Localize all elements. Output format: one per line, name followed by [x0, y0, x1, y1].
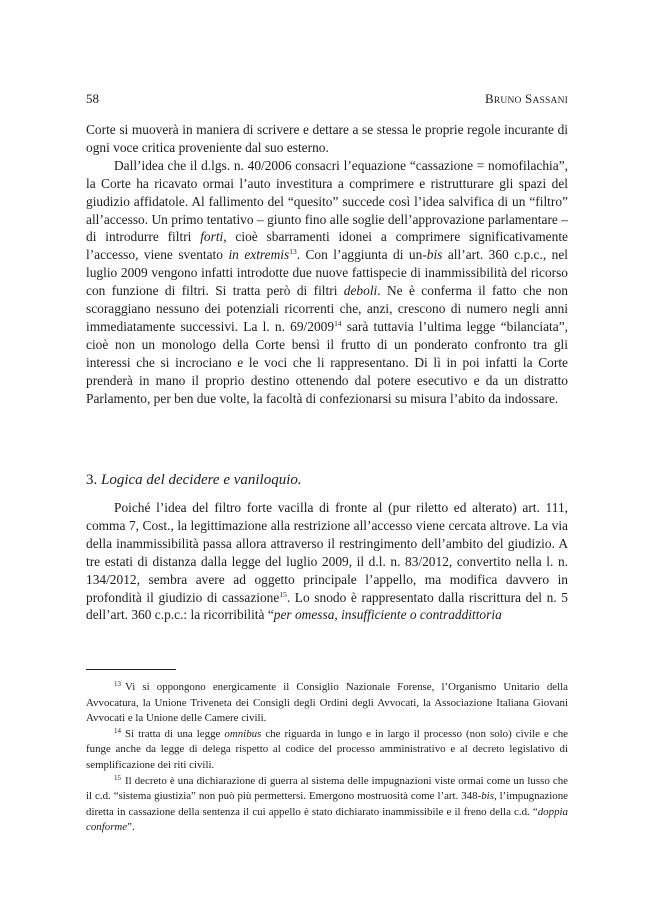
text-run: . Ne è conferma il fatto che non scoraggiano nessuno dei potenziali ricorrenti che, anzi, crescono di numero negli anni immediatamente successivi. La l. n. 69/2009	[86, 283, 568, 334]
text-run: sarà tuttavia l’ultima legge “bilanciata”, cioè non un monologo della Corte bensì il frutto di un ponderato confronto tra gli interessi che si incrociano e le voci che li rappresentano. Di lì in poi infatti la Corte prenderà in mano il proprio destino ottenendo dal potere esecutivo e da un distratto Parlamento, per ben due volte, la facoltà di confezionarsi su misura l’abito da indossare.	[86, 318, 568, 406]
italic-run: deboli	[343, 283, 378, 299]
section-title: Logica del decidere e vaniloquio.	[101, 472, 302, 488]
italic-run: omnibus	[224, 727, 262, 740]
author-initial: B	[485, 91, 494, 106]
footnote-ref-15[interactable]: 15	[279, 589, 287, 599]
body-paragraph-2	[86, 157, 568, 408]
text-run: . Lo snodo è rappresentato dalla riscrittura del n. 5 dell’art. 360 c.p.c.: la ricorribilità “	[86, 589, 568, 623]
body-paragraph-1	[86, 121, 568, 157]
italic-run: in extremis	[228, 247, 290, 263]
footnote-15	[86, 774, 568, 836]
text-run: Poiché l’idea del filtro forte vacilla di fronte al (pur riletto ed alterato) art. 111, comma 7, Cost., la legittimazione alla restrizione all’accesso viene cercata altrove. La via della inammissibilità passa allora attraverso il restringimento dell’ambito del giudizio. A tre estati di distanza dalla legge del luglio 2009, il d.l. n. 83/2012, convertito nella l. n. 134/2012, sembra avere ad oggetto principale l’appello, ma modifica davvero in profondità il giudizio di cassazione	[86, 500, 568, 605]
text-run: Il decreto è una dichiarazione di guerra al sistema delle impugnazioni viste ormai come un lusso che il c.d. “sistema giustizia” non può più permettersi. Emergono mostruosità come l’art. 348-	[86, 774, 568, 803]
author-surname-rest: ASSANI	[532, 96, 568, 106]
text-run: , l’impugnazione diretta in cassazione della sentenza il cui appello è stato dichiarato inammissibile e il freno della c.d. “	[86, 790, 568, 818]
italic-run: doppia conforme	[86, 805, 568, 834]
italic-run: bis	[481, 790, 494, 803]
text-run: , cioè sbarramenti idonei a comprimere significativamente l’accesso, viene sventato	[86, 229, 568, 263]
author-surname-initial: S	[525, 91, 533, 106]
footnote-number: 14	[114, 726, 121, 735]
text-run: Dall’idea che il d.lgs. n. 40/2006 consacri l’equazione “cassazione = nomofilachia”, la Corte ha ricavato ormai l’auto investitura a comprimere e ristrutturare gli spazi del giudizio affidatole. Al fallimento del “quesito” succede così l’idea salvifica di un “filtro” all’accesso. Un primo tentativo – giunto fino alle soglie dell’approvazione parlamentare – di introdurre filtri	[86, 157, 568, 245]
text-run: che riguarda in lungo e in largo il processo (non solo) civile e che funge anche da legge di delega rispetto al codice del processo amministrativo e al decreto legislativo di semplificazione dei riti civili.	[86, 727, 568, 771]
text-run: Vi si oppongono energicamente il Consiglio Nazionale Forense, l’Organismo Unitario della Avvocatura, la Unione Triveneta dei Consigli degli Ordini degli Avvocati, la Associazione Italiana Giovani Avvocati e la Unione delle Camere civili.	[86, 681, 568, 725]
section-paragraph-1	[86, 499, 568, 624]
section-number: 3.	[86, 472, 101, 488]
footnote-separator	[86, 669, 176, 670]
author-first-name-rest: RUNO	[493, 96, 522, 106]
footnote-number: 15	[114, 773, 121, 782]
footnotes	[86, 680, 568, 836]
page-header	[86, 91, 568, 109]
footnote-14	[86, 727, 568, 774]
page-number: 58	[86, 91, 99, 106]
running-head-author	[485, 91, 568, 107]
text-run: all’art. 360 c.p.c., nel luglio 2009 vengono infatti introdotte due nuove fattispecie di inammissibilità del ricorso con funzione di filtri. Si tratta però di filtri	[86, 247, 568, 299]
footnote-ref-13[interactable]: 13	[289, 247, 297, 257]
italic-run: bis	[426, 247, 443, 263]
italic-run: per omessa, insufficiente o contraddittoria	[273, 607, 502, 623]
text-run: . Con l’aggiunta di un-	[296, 247, 427, 263]
section-body-text	[86, 499, 568, 624]
body-text	[86, 121, 568, 408]
footnote-number: 13	[114, 680, 121, 688]
italic-run: forti	[200, 229, 224, 245]
text-run: ”.	[127, 821, 135, 834]
text-run: Corte si muoverà in maniera di scrivere e dettare a se stessa le proprie regole incurante di ogni voce critica proveniente dal suo esterno.	[86, 122, 568, 155]
section-heading	[86, 470, 568, 490]
text-run: Si tratta di una legge	[125, 727, 225, 740]
footnote-13	[86, 680, 568, 727]
book-page	[86, 0, 568, 909]
footnote-ref-14[interactable]: 14	[334, 318, 342, 328]
